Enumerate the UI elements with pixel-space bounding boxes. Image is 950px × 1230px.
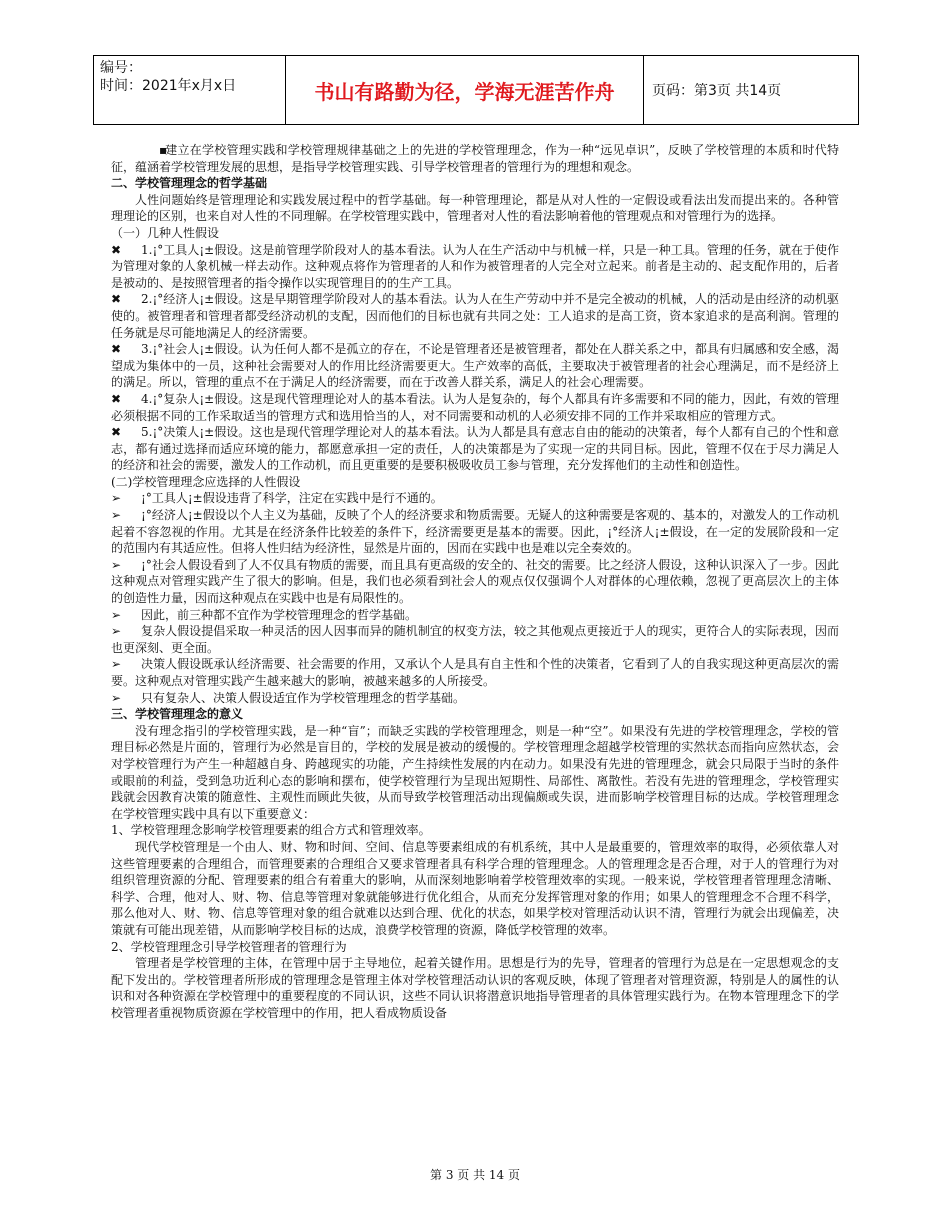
- subsection-heading: 2、学校管理理念引导学校管理者的管理行为: [111, 939, 347, 954]
- subsection-heading: 1、学校管理理念影响学校管理要素的组合方式和管理效率。: [111, 823, 431, 838]
- x-bullet-icon: ✖: [111, 242, 122, 257]
- header-motto: 书山有路勤为径，学海无涯苦作舟: [286, 56, 644, 124]
- document-body: [111, 142, 839, 1021]
- arrow-bullet-icon: ➢: [111, 657, 122, 672]
- header-page-info: 页码：第3页 共14页: [652, 83, 782, 99]
- section-heading: 三、学校管理理念的意义: [111, 707, 244, 722]
- list-item: ✖ 3.¡°社会人¡±假设。认为任何人都不是孤立的存在，不论是管理者还是被管理者，都处在人群关系之中，都具有归属感和安全感，渴望成为集体中的一员，这种社会需要对人的作用比经济需要更大。生产效率的高低，主要取决于被管理者的社会心理满足，而不是经济上的满足。所以，管理的重点不在于满足人的经济需要，而在于改善人群关系，满足人的社会心理需要。: [111, 342, 839, 390]
- list-item: ➢ 只有复杂人、决策人假设适宜作为学校管理理念的哲学基础。: [111, 690, 466, 705]
- paragraph: ▪建立在学校管理实践和学校管理规律基础之上的先进的学校管理理念，作为一种“远见卓识”，反映了学校管理的本质和时代特征，蕴涵着学校管理发展的思想，是指导学校管理实践、引导学校管理者的管理行为的理想和观念。: [111, 143, 839, 174]
- list-item: ✖ 2.¡°经济人¡±假设。这是早期管理学阶段对人的基本看法。认为人在生产劳动中并不是完全被动的机械，人的活动是由经济的动机驱使的。被管理者和管理者都受经济动机的支配，因而他们的目标也就有共同之处：工人追求的是高工资，资本家追求的是高利润。管理的任务就是尽可能地满足人的经济需要。: [111, 292, 839, 340]
- section-heading: 二、学校管理理念的哲学基础: [111, 176, 268, 191]
- list-item: ➢ ¡°经济人¡±假设以个人主义为基础，反映了个人的经济要求和物质需要。无疑人的这种需要是客观的、基本的，对激发人的工作动机起着不容忽视的作用。尤其是在经济条件比较差的条件下，经济需要更是基本的需要。因此，¡°经济人¡±假设，在一定的发展阶段和一定的范围内有其适应性。但将人性归结为经济性，显然是片面的，因而在实践中也是难以完全奏效的。: [111, 508, 839, 556]
- page-header: [93, 55, 859, 125]
- list-item: ➢ ¡°工具人¡±假设违背了科学，注定在实践中是行不通的。: [111, 491, 443, 506]
- x-bullet-icon: ✖: [111, 342, 122, 357]
- x-bullet-icon: ✖: [111, 425, 122, 440]
- list-item: ➢ 决策人假设既承认经济需要、社会需要的作用，又承认个人是具有自主性和个性的决策者，它看到了人的自我实现这种更高层次的需要。这种观点对管理实践产生越来越大的影响，被越来越多的人所接受。: [111, 657, 839, 688]
- arrow-bullet-icon: ➢: [111, 491, 122, 506]
- arrow-bullet-icon: ➢: [111, 508, 122, 523]
- paragraph: 没有理念指引的学校管理实践，是一种“盲”；而缺乏实践的学校管理理念，则是一种“空”。如果没有先进的学校管理理念，学校的管理目标必然是片面的，管理行为必然是盲目的，学校的发展是被动的缓慢的。学校管理理念超越学校管理的实然状态而指向应然状态，会对学校管理行为产生一种超越自身、跨越现实的功能，产生持续性发展的内在动力。如果没有先进的管理理念，就会只局限于当时的条件或眼前的利益，受到急功近利心态的影响和摆布，使学校管理行为呈现出短期性、局部性、离散性。若没有先进的管理理念，学校管理实践就会因教育决策的随意性、主观性而顾此失彼，从而导致学校管理活动出现偏颇或失误，进而影响学校管理目标的达成。学校管理理念在学校管理实践中具有以下重要意义：: [111, 723, 839, 821]
- list-item: ➢ 因此，前三种都不宜作为学校管理理念的哲学基础。: [111, 607, 418, 622]
- paragraph: 现代学校管理是一个由人、财、物和时间、空间、信息等要素组成的有机系统，其中人是最重要的，管理效率的取得，必须依靠人对这些管理要素的合理组合，而管理要素的合理组合又要求管理者具有科学合理的管理理念。人的管理理念是否合理，对于人的管理行为对组织管理资源的分配、管理要素的组合有着重大的影响，从而深刻地影响着学校管理效率的实现。一般来说，学校管理者管理理念清晰、科学、合理，他对人、财、物、信息等管理对象就能够进行优化组合，从而充分发挥管理对象的作用；如果人的管理理念不合理不科学，那么他对人、财、物、信息等管理对象的组合就难以达到合理、优化的状态，如果学校对管理活动认识不清，管理行为就会出现偏差，决策就有可能出现差错，从而影响学校目标的达成，浪费学校管理的资源，降低学校管理的效率。: [111, 839, 839, 937]
- arrow-bullet-icon: ➢: [111, 557, 122, 572]
- list-item: ✖ 1.¡°工具人¡±假设。这是前管理学阶段对人的基本看法。认为人在生产活动中与机械一样，只是一种工具。管理的任务，就在于使作为管理对象的人象机械一样去动作。这种观点将作为管理者的人和作为被管理者的人完全对立起来。前者是主动的、起支配作用的，后者是被动的、是按照管理者的指令操作以实现管理目的的生产工具。: [111, 242, 839, 290]
- list-item: ➢ 复杂人假设提倡采取一种灵活的因人因事而异的随机制宜的权变方法，较之其他观点更接近于人的现实，更符合人的实际表现，因而也更深刻、更全面。: [111, 624, 839, 655]
- page-footer: 第 3 页 共 14 页: [430, 1168, 520, 1182]
- header-meta: [94, 56, 286, 124]
- arrow-bullet-icon: ➢: [111, 690, 122, 705]
- list-item: ✖ 5.¡°决策人¡±假设。这也是现代管理学理论对人的基本看法。认为人都是具有意志自由的能动的决策者，每个人都有自己的个性和意志，都有通过选择而适应环境的能力，都愿意承担一定的责任，人的决策都是为了实现一定的共同目标。因此，管理不仅在于尽力满足人的经济和社会的需要，激发人的工作动机，而且更重要的是要积极吸收员工参与管理，充分发挥他们的主动性和创造性。: [111, 425, 839, 473]
- paragraph: 人性问题始终是管理理论和实践发展过程中的哲学基础。每一种管理理论，都是从对人性的一定假设或看法出发而提出来的。各种管理理论的区别，也来自对人性的不同理解。在学校管理实践中，管理者对人性的看法影响着他的管理观点和对管理行为的选择。: [111, 192, 839, 224]
- subsection-heading: (二)学校管理理念应选择的人性假设: [111, 474, 301, 489]
- x-bullet-icon: ✖: [111, 292, 122, 307]
- subsection-heading: （一）几种人性假设: [111, 225, 220, 240]
- serial-label: 编号：: [100, 60, 142, 76]
- square-bullet-icon: ▪: [159, 143, 168, 157]
- list-item: ✖ 4.¡°复杂人¡±假设。这是现代管理理论对人的基本看法。认为人是复杂的，每个人都具有许多需要和不同的能力，因此，有效的管理必须根据不同的工作采取适当的管理方式和选用恰当的人，对不同需要和动机的人必须安排不同的工作并采取相应的管理方式。: [111, 391, 839, 423]
- paragraph: 管理者是学校管理的主体，在管理中居于主导地位，起着关键作用。思想是行为的先导，管理者的管理行为总是在一定思想观念的支配下发出的。学校管理者所形成的管理理念是管理主体对学校管理活动认识的客观反映，体现了管理者对管理资源，特别是人的属性的认识和对各种资源在学校管理中的重要程度的不同认识，这些不同认识将潜意识地指导管理者的具体管理实践行为。在物本管理理念下的学校管理者重视物质资源在学校管理中的作用，把人看成物质设备: [111, 956, 839, 1020]
- arrow-bullet-icon: ➢: [111, 624, 122, 639]
- x-bullet-icon: ✖: [111, 391, 122, 406]
- list-item: ➢ ¡°社会人假设看到了人不仅具有物质的需要，而且具有更高级的安全的、社交的需要。比之经济人假设，这种认识深入了一步。因此这种观点对管理实践产生了很大的影响。但是，我们也必须看到社会人的观点仅仅强调个人对群体的心理依赖，忽视了更高层次上的主体的创造性力量，因而这种观点在实践中也是有局限性的。: [111, 557, 839, 606]
- arrow-bullet-icon: ➢: [111, 607, 122, 622]
- time-label: 时间：2021年x月x日: [100, 78, 237, 94]
